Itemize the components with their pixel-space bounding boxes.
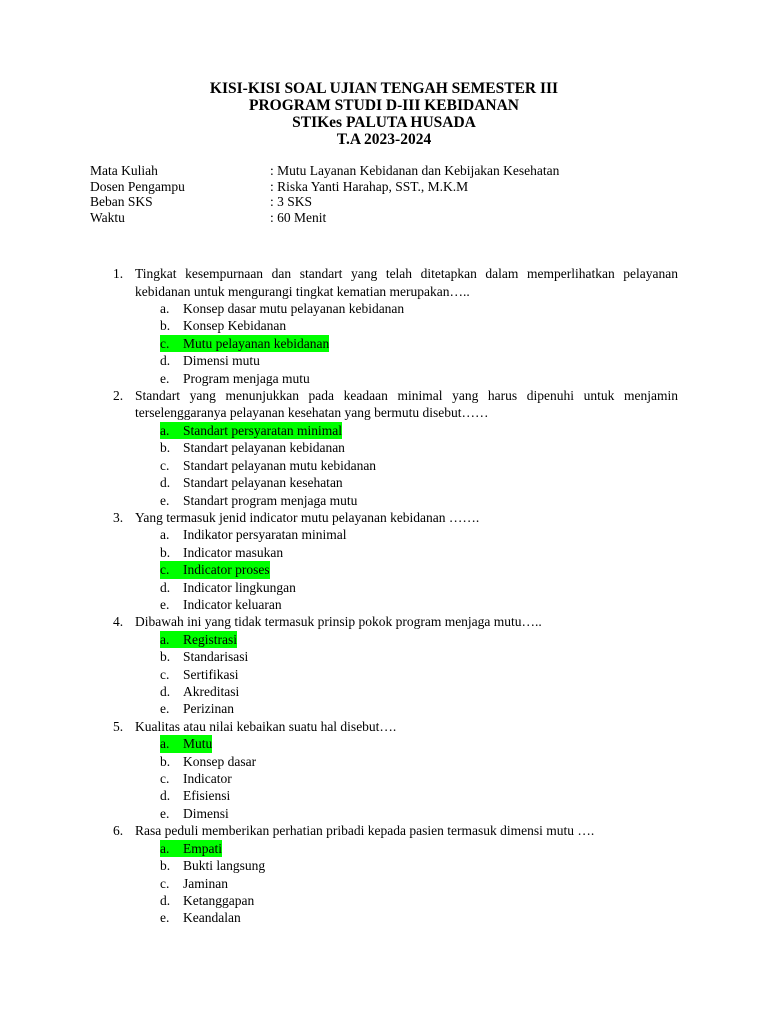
correct-answer-highlight: [160, 840, 222, 857]
question-text: Rasa peduli memberikan perhatian pribadi kepada pasien termasuk dimensi mutu ….: [135, 823, 595, 839]
option-text: Standart pelayanan kesehatan: [183, 475, 343, 491]
answer-option-content: [160, 492, 357, 509]
option-letter: e.: [160, 701, 170, 717]
question-text: Dibawah ini yang tidak termasuk prinsip pokok program menjaga mutu…..: [135, 614, 542, 630]
option-letter: b.: [160, 753, 171, 769]
course-info: [90, 163, 559, 225]
question-item: [113, 822, 678, 926]
answer-option: [160, 700, 678, 717]
answer-option: [160, 753, 678, 770]
answer-option: [160, 561, 678, 578]
answer-option: [160, 596, 678, 613]
answer-option: [160, 735, 678, 752]
answer-option: [160, 370, 678, 387]
answer-option: [160, 683, 678, 700]
option-text: Dimensi mutu: [183, 353, 260, 369]
option-text: Ketanggapan: [183, 892, 255, 908]
option-text: Empati: [183, 840, 222, 856]
question-list: [113, 265, 678, 927]
option-letter: e.: [160, 596, 170, 612]
option-text: Perizinan: [183, 701, 234, 717]
question-item: [113, 387, 678, 509]
answer-option: [160, 352, 678, 369]
answer-option: [160, 317, 678, 334]
header-program: PROGRAM STUDI D-III KEBIDANAN: [249, 97, 519, 114]
answer-options: [113, 840, 678, 927]
answer-option-content: [160, 909, 241, 926]
answer-option: [160, 805, 678, 822]
option-letter: b.: [160, 440, 171, 456]
option-text: Dimensi: [183, 805, 229, 821]
answer-option-content: [160, 352, 260, 369]
option-letter: a.: [160, 301, 170, 316]
answer-option-content: [160, 579, 296, 596]
question-item: [113, 613, 678, 717]
option-text: Indicator: [183, 771, 232, 787]
answer-options: [113, 526, 678, 613]
question-text: Tingkat kesempurnaan dan standart yang telah ditetapkan dalam memperlihatkan pelayanan kebidanan untuk mengurangi tingkat kematian merupakan…..: [135, 266, 678, 299]
question-item: [113, 509, 678, 613]
option-text: Indicator lingkungan: [183, 579, 296, 595]
question-text: Kualitas atau nilai kebaikan suatu hal disebut….: [135, 718, 397, 734]
question-number: 2.: [113, 387, 124, 403]
course-info-label: Beban SKS: [90, 194, 153, 209]
answer-option: [160, 457, 678, 474]
answer-option: [160, 648, 678, 665]
answer-option-content: [160, 544, 283, 561]
option-text: Indicator masukan: [183, 544, 284, 560]
option-letter: b.: [160, 649, 171, 665]
option-letter: d.: [160, 579, 171, 595]
question-number: 5.: [113, 718, 124, 734]
option-letter: d.: [160, 684, 171, 700]
answer-options: [113, 631, 678, 718]
option-text: Registrasi: [183, 631, 237, 647]
option-text: Bukti langsung: [183, 858, 266, 874]
option-text: Mutu pelayanan kebidanan: [183, 335, 330, 351]
option-letter: d.: [160, 892, 171, 908]
answer-option-content: [160, 857, 265, 874]
option-letter: c.: [160, 335, 170, 351]
option-letter: b.: [160, 318, 171, 334]
answer-options: [113, 300, 678, 387]
option-text: Indicator keluaran: [183, 596, 282, 612]
correct-answer-highlight: [160, 335, 329, 352]
option-letter: a.: [160, 422, 170, 438]
course-info-label: Dosen Pengampu: [90, 178, 185, 194]
option-text: Konsep dasar mutu pelayanan kebidanan: [183, 301, 405, 316]
answer-option-content: [160, 439, 345, 456]
answer-option-content: [160, 666, 239, 683]
answer-option-content: [160, 875, 228, 892]
option-text: Jaminan: [183, 875, 228, 891]
answer-option: [160, 439, 678, 456]
answer-option-content: [160, 526, 346, 543]
option-letter: b.: [160, 544, 171, 560]
answer-option: [160, 892, 678, 909]
option-letter: c.: [160, 562, 170, 578]
correct-answer-highlight: [160, 631, 237, 648]
option-letter: a.: [160, 840, 170, 856]
answer-options: [113, 422, 678, 509]
question-stem: [113, 509, 678, 527]
option-letter: d.: [160, 353, 171, 369]
course-info-row: [90, 179, 559, 195]
question-number: 3.: [113, 509, 124, 525]
correct-answer-highlight: [160, 561, 270, 578]
answer-option-content: [160, 648, 248, 665]
question-text: Standart yang menunjukkan pada keadaan minimal yang harus dipenuhi untuk menjamin terselenggaranya pelayanan kesehatan yang bermutu disebut……: [135, 387, 678, 421]
question-stem: [113, 718, 678, 736]
course-info-row: [90, 194, 559, 210]
option-letter: c.: [160, 875, 170, 891]
question-number: 4.: [113, 614, 124, 630]
answer-option-content: [160, 892, 254, 909]
answer-option-content: [160, 457, 376, 474]
course-info-row: [90, 210, 559, 226]
question-number: 6.: [113, 823, 124, 839]
option-text: Indikator persyaratan minimal: [183, 527, 347, 543]
correct-answer-highlight: [160, 735, 212, 752]
option-letter: c.: [160, 666, 170, 682]
option-letter: c.: [160, 771, 170, 787]
course-info-value: : Mutu Layanan Kebidanan dan Kebijakan Kesehatan: [270, 163, 560, 178]
answer-option: [160, 840, 678, 857]
answer-option: [160, 300, 678, 317]
option-text: Standart pelayanan kebidanan: [183, 440, 345, 456]
question-text: Yang termasuk jenid indicator mutu pelayanan kebidanan …….: [135, 509, 480, 525]
answer-option-content: [160, 300, 404, 317]
course-info-value: : Riska Yanti Harahap, SST., M.K.M: [270, 178, 469, 194]
answer-option-content: [160, 700, 234, 717]
answer-option: [160, 492, 678, 509]
option-letter: d.: [160, 475, 171, 491]
option-text: Indicator proses: [183, 562, 270, 578]
answer-option: [160, 544, 678, 561]
answer-option: [160, 770, 678, 787]
answer-option: [160, 474, 678, 491]
option-text: Standarisasi: [183, 649, 249, 665]
question-stem: [113, 265, 678, 300]
course-info-label: Mata Kuliah: [90, 163, 158, 178]
option-letter: e.: [160, 370, 170, 386]
answer-option-content: [160, 474, 343, 491]
course-info-value: : 3 SKS: [270, 194, 313, 209]
option-letter: d.: [160, 788, 171, 804]
answer-option-content: [160, 683, 239, 700]
option-text: Efisiensi: [183, 788, 231, 804]
option-text: Konsep Kebidanan: [183, 318, 287, 334]
answer-options: [113, 735, 678, 822]
option-letter: a.: [160, 736, 170, 752]
option-text: Standart program menjaga mutu: [183, 492, 358, 508]
question-stem: [113, 387, 678, 422]
answer-option: [160, 579, 678, 596]
answer-option: [160, 335, 678, 352]
question-item: [113, 265, 678, 387]
option-text: Akreditasi: [183, 684, 240, 700]
document-header: [0, 80, 768, 148]
option-letter: b.: [160, 858, 171, 874]
header-year: T.A 2023-2024: [336, 131, 432, 148]
question-stem: [113, 613, 678, 631]
answer-option-content: [160, 317, 286, 334]
course-info-label: Waktu: [90, 209, 125, 225]
question-item: [113, 718, 678, 822]
option-text: Standart pelayanan mutu kebidanan: [183, 457, 377, 473]
option-letter: e.: [160, 805, 170, 821]
option-letter: a.: [160, 631, 170, 647]
course-info-row: [90, 163, 559, 179]
option-letter: c.: [160, 457, 170, 473]
option-letter: e.: [160, 910, 170, 926]
answer-option-content: [160, 787, 230, 804]
question-stem: [113, 822, 678, 840]
answer-option: [160, 857, 678, 874]
answer-option-content: [160, 770, 232, 787]
option-letter: a.: [160, 527, 170, 543]
option-letter: e.: [160, 492, 170, 508]
option-text: Mutu: [183, 736, 213, 752]
answer-option-content: [160, 370, 310, 387]
answer-option: [160, 909, 678, 926]
course-info-value: : 60 Menit: [270, 209, 327, 225]
option-text: Sertifikasi: [183, 666, 239, 682]
answer-option-content: [160, 596, 282, 613]
option-text: Program menjaga mutu: [183, 370, 310, 386]
header-institution: STIKes PALUTA HUSADA: [292, 114, 476, 131]
answer-option: [160, 422, 678, 439]
option-text: Standart persyaratan minimal: [183, 422, 342, 438]
answer-option-content: [160, 805, 229, 822]
answer-option: [160, 526, 678, 543]
correct-answer-highlight: [160, 422, 342, 439]
option-text: Keandalan: [183, 910, 241, 926]
answer-option-content: [160, 753, 256, 770]
question-number: 1.: [113, 266, 124, 281]
answer-option: [160, 666, 678, 683]
answer-option: [160, 787, 678, 804]
answer-option: [160, 631, 678, 648]
answer-option: [160, 875, 678, 892]
option-text: Konsep dasar: [183, 753, 257, 769]
header-title: KISI-KISI SOAL UJIAN TENGAH SEMESTER III: [209, 80, 559, 97]
